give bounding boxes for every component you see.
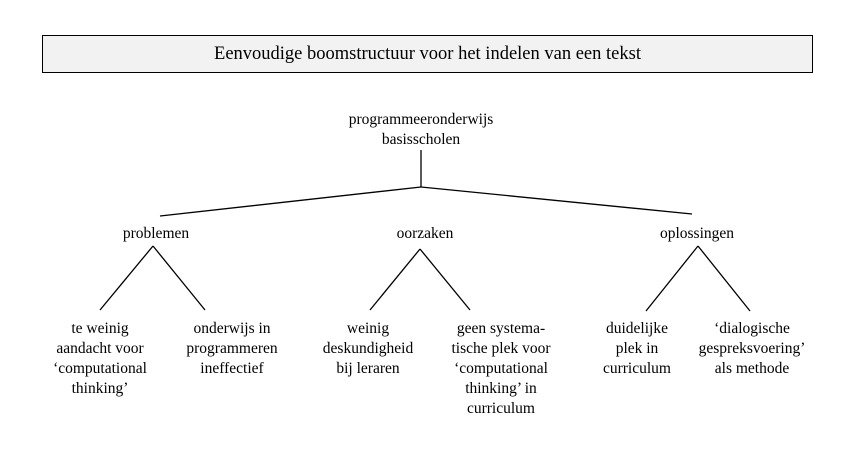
leaf-dialogische-gespreksvoering: ‘dialogische gespreksvoering’ als methode	[698, 320, 806, 377]
connector-problemen-leaf2	[153, 246, 205, 310]
connector-oplossingen-leaf2	[698, 246, 750, 311]
leaf-te-weinig-aandacht: te weinig aandacht voor ‘computational thinking’	[53, 320, 147, 397]
connector-oplossingen-leaf1	[646, 246, 698, 311]
connector-root-oplossingen	[421, 187, 692, 214]
leaf-onderwijs-ineffectief: onderwijs in programmeren ineffectief	[186, 320, 278, 377]
branch-oplossingen: oplossingen	[659, 225, 735, 242]
diagram-title: Eenvoudige boomstructuur voor het indelen van een tekst	[42, 35, 813, 73]
leaf-geen-systematische-plek: geen systema- tische plek voor ‘computational thinking’ in curriculum	[451, 320, 551, 417]
connector-oorzaken-leaf1	[370, 249, 420, 310]
leaf-duidelijke-plek: duidelijke plek in curriculum	[602, 320, 671, 377]
branch-oorzaken: oorzaken	[396, 225, 454, 242]
branch-problemen: problemen	[122, 225, 190, 242]
connector-problemen-leaf1	[100, 246, 153, 310]
connector-oorzaken-leaf2	[420, 249, 470, 310]
leaf-weinig-deskundigheid: weinig deskundigheid bij leraren	[322, 320, 414, 377]
root-node: programmeeronderwijs basisscholen	[348, 111, 494, 148]
connector-root-problemen	[160, 187, 421, 216]
